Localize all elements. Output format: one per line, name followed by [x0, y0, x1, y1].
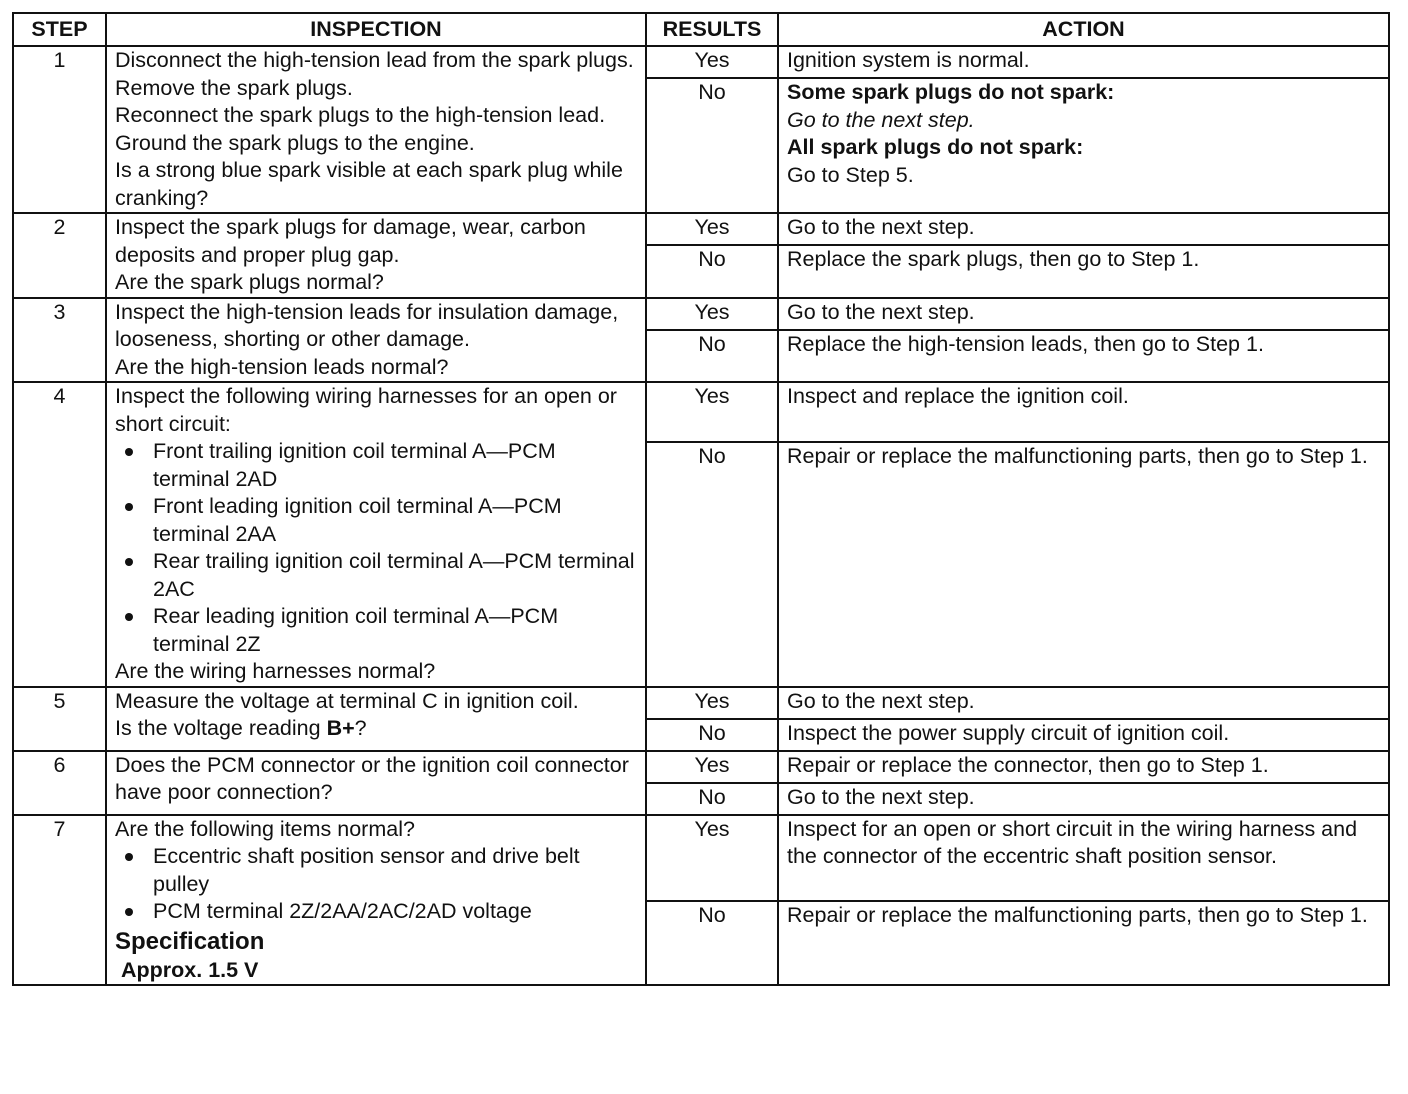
- list-item: [153, 898, 637, 926]
- step-5-action-no: Inspect the power supply circuit of ignition coil.: [778, 719, 1389, 751]
- step-3-result-yes: Yes: [646, 298, 778, 330]
- step-6-result-no: No: [646, 783, 778, 815]
- step-6-inspection: [106, 751, 646, 815]
- step-1-result-yes: Yes: [646, 46, 778, 78]
- step-3-result-no: No: [646, 330, 778, 383]
- step-6-action-no: Go to the next step.: [778, 783, 1389, 815]
- list-item-text: PCM terminal 2Z/2AA/2AC/2AD voltage: [153, 899, 532, 923]
- step-5-question-text: Is the voltage reading: [115, 716, 327, 740]
- step-3-inspection: [106, 298, 646, 383]
- header-row: [13, 13, 1389, 46]
- step-5-inspection-line: Measure the voltage at terminal C in ignition coil.: [115, 688, 579, 713]
- step-2-result-no: No: [646, 245, 778, 298]
- step-2-action-yes: Go to the next step.: [778, 213, 1389, 245]
- step-6-inspection-line: Does the PCM connector or the ignition coil connector have poor connection?: [115, 752, 629, 804]
- step-1-inspection-line: Is a strong blue spark visible at each spark plug while cranking?: [115, 158, 623, 210]
- step-1-action-no-heading-1: Some spark plugs do not spark:: [787, 80, 1115, 104]
- step-1-yes-row: [13, 46, 1389, 78]
- step-1-inspection-line: Disconnect the high-tension lead from the spark plugs.: [115, 48, 634, 72]
- header-action: ACTION: [778, 13, 1389, 46]
- list-item-text: Rear leading ignition coil terminal A—PCM terminal 2Z: [153, 604, 559, 656]
- step-6-result-yes: Yes: [646, 751, 778, 783]
- list-item: [153, 548, 637, 603]
- list-item-text: Eccentric shaft position sensor and drive belt pulley: [153, 844, 580, 896]
- step-5-inspection: [106, 687, 646, 751]
- step-4-action-no: Repair or replace the malfunctioning parts, then go to Step 1.: [778, 442, 1389, 687]
- step-7-bullet-list: [115, 843, 637, 926]
- step-4-number: 4: [13, 382, 106, 687]
- step-1-inspection: [106, 46, 646, 213]
- step-6-number: 6: [13, 751, 106, 815]
- list-item: [153, 603, 637, 658]
- header-results: RESULTS: [646, 13, 778, 46]
- step-1-inspection-line: Ground the spark plugs to the engine.: [115, 130, 475, 155]
- step-7-result-no: No: [646, 901, 778, 986]
- diagnostic-table: [12, 12, 1390, 986]
- step-4-result-yes: Yes: [646, 382, 778, 442]
- step-4-action-yes: Inspect and replace the ignition coil.: [778, 382, 1389, 442]
- step-3-inspection-line: Are the high-tension leads normal?: [115, 354, 449, 379]
- step-6-yes-row: [13, 751, 1389, 783]
- step-7-inspection-intro: Are the following items normal?: [115, 816, 415, 841]
- step-5-result-yes: Yes: [646, 687, 778, 719]
- step-7-action-no: Repair or replace the malfunctioning parts, then go to Step 1.: [778, 901, 1389, 986]
- step-5-yes-row: [13, 687, 1389, 719]
- step-2-inspection-line: Inspect the spark plugs for damage, wear, carbon deposits and proper plug gap.: [115, 215, 586, 267]
- step-7-inspection: [106, 815, 646, 986]
- step-4-inspection-intro: Inspect the following wiring harnesses for an open or short circuit:: [115, 384, 617, 436]
- step-3-action-yes: Go to the next step.: [778, 298, 1389, 330]
- step-3-yes-row: [13, 298, 1389, 330]
- list-item-text: Rear trailing ignition coil terminal A—PCM terminal 2AC: [153, 549, 635, 601]
- step-1-action-no-text-1: Go to the next step.: [787, 107, 975, 132]
- step-5-number: 5: [13, 687, 106, 751]
- step-1-action-yes: Ignition system is normal.: [778, 46, 1389, 78]
- step-7-yes-row: [13, 815, 1389, 901]
- diagnostic-table-container: [12, 12, 1388, 986]
- step-5-question-value: B+: [326, 716, 355, 740]
- header-inspection: INSPECTION: [106, 13, 646, 46]
- list-item: [153, 493, 637, 548]
- step-7-result-yes: Yes: [646, 815, 778, 901]
- step-4-yes-row: [13, 382, 1389, 442]
- specification-label: Specification: [115, 927, 265, 955]
- header-step: STEP: [13, 13, 106, 46]
- step-1-result-no: No: [646, 78, 778, 213]
- step-3-number: 3: [13, 298, 106, 383]
- step-5-question-mark: ?: [354, 716, 367, 740]
- step-2-inspection: [106, 213, 646, 298]
- step-4-inspection: [106, 382, 646, 687]
- step-4-inspection-question: Are the wiring harnesses normal?: [115, 659, 436, 683]
- list-item-text: Front leading ignition coil terminal A—PCM terminal 2AA: [153, 494, 562, 546]
- step-2-number: 2: [13, 213, 106, 298]
- step-1-number: 1: [13, 46, 106, 213]
- step-1-action-no-heading-2: All spark plugs do not spark:: [787, 135, 1084, 159]
- step-1-action-no-text-2: Go to Step 5.: [787, 162, 914, 187]
- list-item: [153, 843, 637, 898]
- step-2-action-no: Replace the spark plugs, then go to Step 1.: [778, 245, 1389, 298]
- step-4-result-no: No: [646, 442, 778, 687]
- step-6-action-yes: Repair or replace the connector, then go to Step 1.: [778, 751, 1389, 783]
- step-2-yes-row: [13, 213, 1389, 245]
- specification-value: Approx. 1.5 V: [121, 957, 259, 982]
- list-item-text: Front trailing ignition coil terminal A—PCM terminal 2AD: [153, 439, 556, 491]
- list-item: [153, 438, 637, 493]
- step-4-bullet-list: [115, 438, 637, 658]
- step-3-action-no: Replace the high-tension leads, then go to Step 1.: [778, 330, 1389, 383]
- step-3-inspection-line: Inspect the high-tension leads for insulation damage, looseness, shorting or other damage.: [115, 299, 619, 351]
- step-7-number: 7: [13, 815, 106, 986]
- step-2-inspection-line: Are the spark plugs normal?: [115, 270, 384, 294]
- step-5-result-no: No: [646, 719, 778, 751]
- step-2-result-yes: Yes: [646, 213, 778, 245]
- step-5-action-yes: Go to the next step.: [778, 687, 1389, 719]
- step-5-inspection-question: [115, 715, 637, 743]
- step-1-inspection-line: Remove the spark plugs.: [115, 75, 353, 100]
- step-7-action-yes: Inspect for an open or short circuit in the wiring harness and the connector of the eccentric shaft position sensor.: [778, 815, 1389, 901]
- step-1-inspection-line: Reconnect the spark plugs to the high-tension lead.: [115, 103, 606, 127]
- step-1-action-no: [778, 78, 1389, 213]
